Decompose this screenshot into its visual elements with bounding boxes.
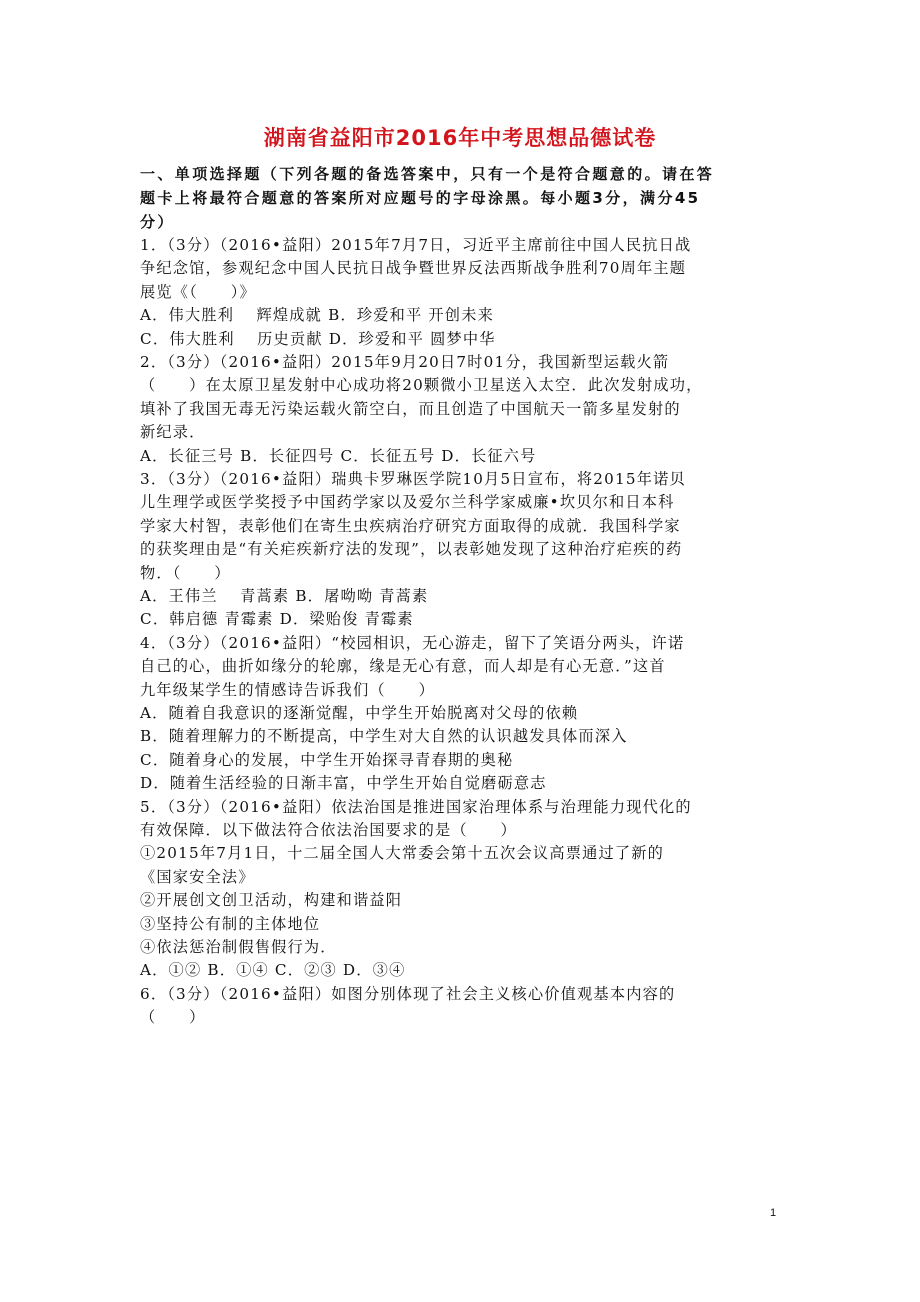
section-header	[140, 162, 780, 234]
text-line: 2．（3分）（2016•益阳）2015年9月20日7时01分，我国新型运载火箭	[140, 353, 670, 371]
section-header-line: 题卡上将最符合题意的答案所对应题号的字母涂黑。每小题3分，满分45	[140, 189, 701, 207]
text-line: 6．（3分）（2016•益阳）如图分别体现了社会主义核心价值观基本内容的	[140, 984, 676, 1003]
text-line: 物．（ ）	[140, 563, 231, 582]
text-line: 学家大村智，表彰他们在寄生虫疾病治疗研究方面取得的成就．我国科学家	[140, 516, 681, 535]
text-line: 九年级某学生的情感诗告诉我们（ ）	[140, 680, 435, 699]
text-line: C．伟大胜利 历史贡献 D．珍爱和平 圆梦中华	[140, 329, 496, 348]
text-line: 3．（3分）（2016•益阳）瑞典卡罗琳医学院10月5日宣布，将2015年诺贝	[140, 470, 686, 488]
text-line: 填补了我国无毒无污染运载火箭空白，而且创造了中国航天一箭多星发射的	[140, 399, 681, 418]
document-title: 湖南省益阳市2016年中考思想品德试卷	[263, 126, 657, 150]
text-line: A．①② B．①④ C．②③ D．③④	[140, 961, 406, 980]
text-line: A．随着自我意识的逐渐觉醒，中学生开始脱离对父母的依赖	[140, 704, 579, 722]
section-header-line: 一、单项选择题（下列各题的备选答案中，只有一个是符合题意的。请在答	[140, 165, 715, 183]
text-line: 有效保障．以下做法符合依法治国要求的是（ ）	[140, 821, 517, 839]
text-line: A．长征三号 B．长征四号 C．长征五号 D．长征六号	[140, 446, 537, 465]
text-line: （ ）	[140, 1008, 206, 1027]
text-line: A．伟大胜利 辉煌成就 B．珍爱和平 开创未来	[140, 306, 494, 325]
text-line: 5．（3分）（2016•益阳）依法治国是推进国家治理体系与治理能力现代化的	[140, 797, 692, 816]
text-line: 展览《（ ）》	[140, 282, 256, 301]
text-line: C．韩启德 青霉素 D．梁贻俊 青霉素	[140, 610, 414, 629]
text-line: B．随着理解力的不断提高，中学生对大自然的认识越发具体而深入	[140, 727, 628, 746]
text-line: ②开展创文创卫活动，构建和谐益阳	[140, 891, 403, 910]
text-line: ③坚持公有制的主体地位	[140, 914, 321, 933]
page-number: 1	[770, 1207, 777, 1219]
text-line: 1．（3分）（2016•益阳）2015年7月7日，习近平主席前往中国人民抗日战	[140, 236, 692, 254]
text-line: 4．（3分）（2016•益阳）“校园相识，无心游走，留下了笑语分两头，许诺	[140, 633, 685, 652]
text-line: A．王伟兰 青蒿素 B．屠呦呦 青蒿素	[140, 587, 429, 605]
text-line: C．随着身心的发展，中学生开始探寻青春期的奥秘	[140, 750, 514, 769]
text-line: 新纪录．	[140, 423, 206, 442]
text-line: （ ）在太原卫星发射中心成功将20颗微小卫星送入太空．此次发射成功，	[140, 376, 703, 395]
text-line: ①2015年7月1日，十二届全国人大常委会第十五次会议高票通过了新的	[140, 844, 665, 863]
text-line: ④依法惩治制假售假行为．	[140, 938, 337, 956]
text-line: 儿生理学或医学奖授予中国药学家以及爱尔兰科学家威廉•坎贝尔和日本科	[140, 493, 675, 512]
text-line: 《国家安全法》	[140, 867, 255, 886]
text-line: 自己的心，曲折如缘分的轮廓，缘是无心有意，而人却是有心无意．”这首	[140, 657, 666, 676]
text-line: 争纪念馆，参观纪念中国人民抗日战争暨世界反法西斯战争胜利70周年主题	[140, 259, 687, 278]
text-line: D．随着生活经验的日渐丰富，中学生开始自觉磨砺意志	[140, 774, 547, 793]
section-header-line: 分）	[140, 213, 175, 231]
text-line: 的获奖理由是“有关疟疾新疗法的发现”，以表彰她发现了这种治疗疟疾的药	[140, 540, 683, 559]
